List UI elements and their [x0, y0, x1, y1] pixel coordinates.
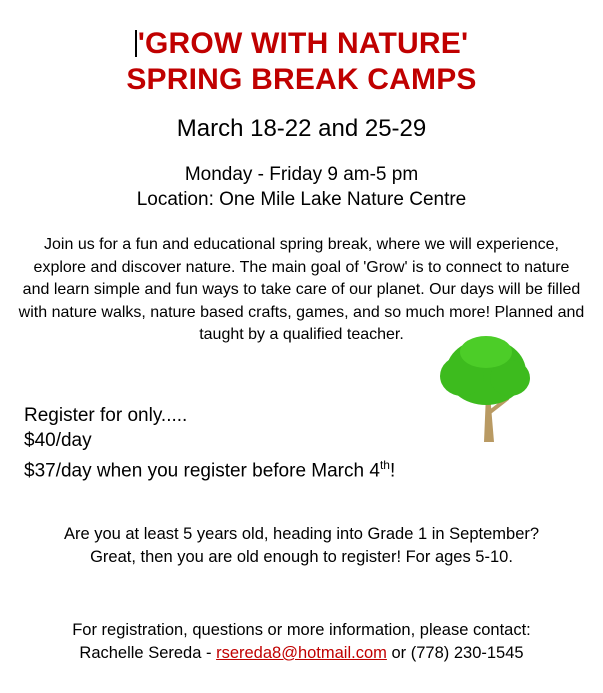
register-heading: Register for only..... [24, 404, 188, 426]
contact-details [0, 642, 603, 665]
camp-hours: Monday - Friday 9 am-5 pm [184, 164, 419, 185]
contact-phone: or (778) 230-1545 [386, 643, 524, 662]
flyer-title-line-2: SPRING BREAK CAMPS [126, 63, 477, 96]
tree-icon [424, 334, 534, 449]
camp-dates: March 18-22 and 25-29 [176, 115, 427, 142]
flyer-title-line-1 [0, 26, 603, 62]
contact-intro: For registration, questions or more information, please contact: [72, 620, 531, 639]
contact-block [0, 619, 603, 665]
flyer-page [0, 26, 603, 693]
age-line-2: Great, then you are old enough to register! For ages 5-10. [90, 547, 513, 566]
contact-email-link[interactable]: rsereda8@hotmail.com [216, 643, 387, 662]
title-block [0, 26, 603, 98]
price-early-ordinal: th [379, 457, 390, 472]
age-line-1: Are you at least 5 years old, heading into Grade 1 in September? [63, 524, 540, 543]
camp-description: Join us for a fun and educational spring break, where we will experience, explore and discover nature. The main goal of 'Grow' is to connect to nature and learn simple and fun ways to take care of our planet. Our days will be filled with nature walks, nature based crafts, games, and so much more! Planned and taught by a qualified teacher. [18, 236, 585, 343]
text-cursor [135, 30, 137, 57]
age-requirement-block [0, 523, 603, 569]
flyer-title-line-1-text: 'GROW WITH NATURE' [137, 27, 469, 60]
camp-location: Location: One Mile Lake Nature Centre [136, 189, 467, 210]
price-early-text: $37/day when you register before March 4 [24, 459, 380, 481]
price-regular: $40/day [24, 429, 92, 451]
price-early-suffix: ! [389, 459, 396, 481]
contact-name: Rachelle Sereda - [79, 643, 217, 662]
price-early-bird [24, 453, 603, 483]
hours-location-block [0, 162, 603, 212]
